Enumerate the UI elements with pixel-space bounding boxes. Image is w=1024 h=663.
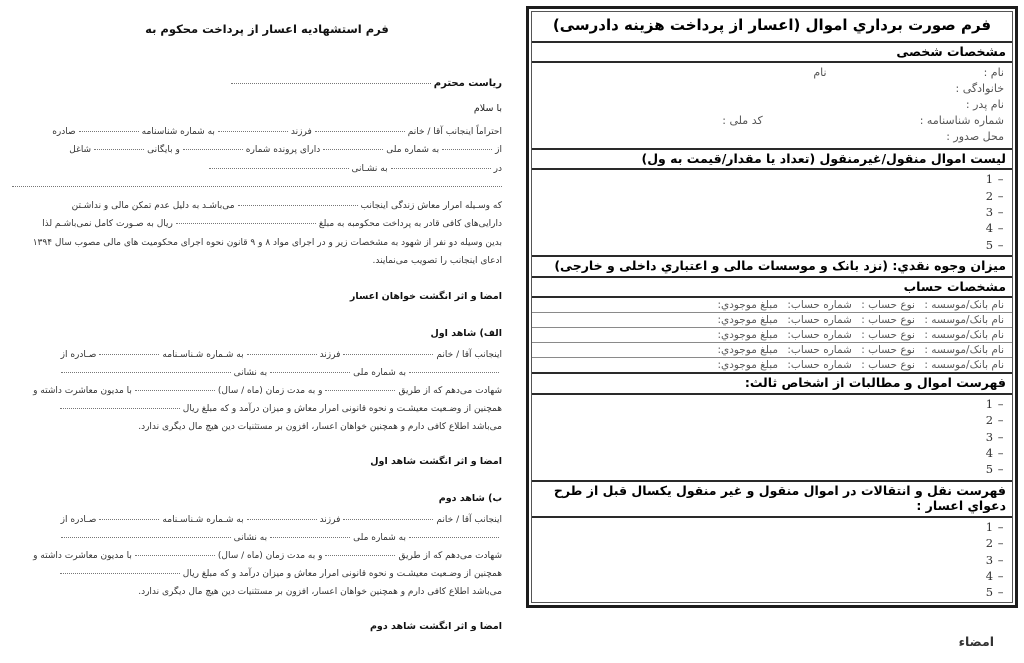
field-id-row (540, 113, 1004, 129)
blank-address-cont[interactable] (12, 186, 502, 187)
list-item[interactable]: 3 – (985, 552, 1004, 567)
claimant-signature-label: امضا و اثر انگشت خواهان اعسار (349, 290, 502, 302)
w1-blank-address[interactable] (61, 372, 231, 373)
page-title: فرم استشهادیه اعسار از پرداخت محکوم به (145, 22, 389, 36)
w1-blank-issue-place[interactable] (409, 372, 499, 373)
w1-line-2: به شماره ملیبه نشانی (58, 368, 502, 378)
list-item[interactable]: 5 – (985, 462, 1004, 477)
w1-line-1: اینجانب آقا / خانمفرزندبه شـماره شـناسـنامهصـادره از (60, 349, 502, 360)
section-personal-details: مشخصات شخصی (532, 43, 1012, 64)
field-national-code-label: کد ملی : (722, 113, 763, 127)
account-bank-name-label: نام بانک/موسسه : (924, 359, 1004, 372)
w2-blank-name[interactable] (343, 519, 433, 520)
blank-case-number[interactable] (183, 149, 243, 150)
field-name-row (540, 65, 1004, 81)
account-balance-label: مبلغ موجودي: (717, 299, 779, 312)
body-line-6: بدین وسیله دو نفر از شهود به مشخصات زیر و در اجرای مواد ۸ و ۹ قانون نحوه اجرای محکومیت های مالی مصوب سال ۱۳۹۴ (32, 237, 502, 248)
list-item[interactable]: 2 – (985, 188, 1004, 203)
form-inner-box (531, 11, 1013, 603)
list-item[interactable]: 2 – (985, 536, 1004, 551)
w1-blank-national-code[interactable] (270, 372, 350, 373)
blank-id-number[interactable] (79, 131, 139, 132)
witness-two-heading: ب) شاهد دوم (438, 492, 502, 504)
w1-line-4: همچنین از وضـعیت معیشـت و نحوه قانونی امرار معاش و میزان درآمد و که مبلغ ریال (57, 404, 502, 414)
w2-blank-father[interactable] (247, 519, 317, 520)
w2-blank-address[interactable] (61, 537, 231, 538)
w2-blank-duration[interactable] (135, 555, 215, 556)
asset-declaration-form (516, 0, 1024, 663)
greeting-text: با سلام (473, 103, 502, 114)
list-item[interactable]: 3 – (985, 205, 1004, 220)
section-third-party-claims: فهرست اموال و مطالبات از اشخاص ثالث: (532, 374, 1012, 395)
field-father-label: نام پدر : (965, 98, 1004, 111)
account-number-label: شماره حساب: (787, 299, 852, 312)
list-item[interactable]: 4 – (985, 568, 1004, 583)
field-issue-place-label: محل صدور : (946, 129, 1004, 143)
w2-line-1: اینجانب آقا / خانمفرزندبه شـماره شـناسـنامهصـادره از (60, 514, 502, 525)
account-balance-label: مبلغ موجودي: (717, 314, 779, 327)
blank-fullname[interactable] (315, 131, 405, 132)
form-title: فرم صورت برداري اموال (اعسار از پرداخت هزینه دادرسی) (532, 12, 1012, 43)
blank-address[interactable] (209, 168, 349, 169)
body-line-3: دربه نشـانی (206, 164, 502, 174)
account-bank-name-label: نام بانک/موسسه : (924, 329, 1004, 342)
third-party-list-rows (532, 395, 1012, 482)
account-balance-label: مبلغ موجودي: (717, 359, 779, 372)
account-rows-block (532, 298, 1012, 374)
form-outer-box (526, 6, 1018, 608)
w2-line-3: شهادت می‌دهم که از طریقو به مدت زمان (ماه / سال)با مدیون معاشرت داشته و (33, 550, 502, 561)
blank-issue-place[interactable] (442, 149, 492, 150)
account-type-label: نوع حساب : (861, 359, 915, 372)
body-line-4: که وسـیله امرار معاش زندگی اینجانبمی‌باشـد به دلیل عدم تمکن مالی و نداشـتن (71, 200, 502, 211)
account-number-label: شماره حساب: (787, 344, 852, 357)
w2-blank-id[interactable] (99, 519, 159, 520)
field-name-hint: نام (813, 66, 827, 80)
witness-one-heading: الف) شاهد اول (430, 327, 502, 339)
transfers-list-rows (532, 518, 1012, 603)
account-bank-name-label: نام بانک/موسسه : (924, 314, 1004, 327)
list-item[interactable]: 1 – (985, 519, 1004, 534)
section-cash-amount: میزان وجوه نقدي: (نزد بانک و موسسات مالی و اعتباري داخلی و خارجی) (532, 257, 1012, 278)
field-family-label: خانوادگی : (955, 82, 1004, 96)
body-line-5: دارایی‌های کافی قادر به پرداخت محکومبه به مبلغریال به صـورت کامل نمی‌باشـم لذا (42, 219, 502, 230)
table-row[interactable] (532, 313, 1012, 328)
w1-blank-name[interactable] (343, 354, 433, 355)
witness-one-signature-label: امضا و اثر انگشت شاهد اول (370, 455, 502, 467)
personal-fields-block (532, 63, 1012, 150)
w2-blank-income[interactable] (60, 573, 180, 574)
blank-archive[interactable] (94, 149, 144, 150)
table-row[interactable] (532, 328, 1012, 343)
account-number-label: شماره حساب: (787, 314, 852, 327)
body-line-2: ازبه شماره ملیدارای پرونده شمارهو بایگانیشاغل (69, 145, 502, 156)
w1-blank-method[interactable] (325, 390, 395, 391)
blank-judgment-amount[interactable] (176, 223, 316, 224)
list-item[interactable]: 1 – (985, 172, 1004, 187)
affidavit-body (12, 123, 502, 271)
blank-national-code[interactable] (323, 149, 383, 150)
w1-blank-father[interactable] (247, 354, 317, 355)
account-type-label: نوع حساب : (861, 329, 915, 342)
list-item[interactable]: 4 – (985, 221, 1004, 236)
addressee-blank[interactable] (231, 83, 431, 84)
body-line-1: احتراماً اینجانب آقا / خانمفرزندبه شماره شناسنامهصادره (52, 127, 502, 137)
witness-two-statement (12, 511, 502, 601)
table-row[interactable] (532, 298, 1012, 313)
account-type-label: نوع حساب : (861, 344, 915, 357)
list-item[interactable]: 2 – (985, 413, 1004, 428)
table-row[interactable] (532, 358, 1012, 372)
w2-blank-method[interactable] (325, 555, 395, 556)
assets-list-rows (532, 170, 1012, 257)
blank-job[interactable] (391, 168, 491, 169)
w2-blank-national-code[interactable] (270, 537, 350, 538)
account-type-label: نوع حساب : (861, 299, 915, 312)
w2-line-4: همچنین از وضـعیت معیشـت و نحوه قانونی امرار معاش و میزان درآمد و که مبلغ ریال (57, 569, 502, 579)
addressee-label: ریاست محترم (433, 78, 502, 89)
w2-blank-issue-place[interactable] (409, 537, 499, 538)
list-item[interactable]: 1 – (985, 396, 1004, 411)
account-balance-label: مبلغ موجودي: (717, 344, 779, 357)
account-number-label: شماره حساب: (787, 359, 852, 372)
account-number-label: شماره حساب: (787, 329, 852, 342)
account-balance-label: مبلغ موجودي: (717, 329, 779, 342)
witness-one-statement (12, 346, 502, 436)
witness-two-signature-label: امضا و اثر انگشت شاهد دوم (369, 620, 502, 632)
account-bank-name-label: نام بانک/موسسه : (924, 299, 1004, 312)
table-row[interactable] (532, 343, 1012, 358)
form-signature-label: امضاء (958, 634, 994, 650)
w1-line-5: می‌باشد اطلاع کافی دارم و همچنین خواهان اعسار، افزون بر مستثنیات دین هیچ مال دیگری ندارد. (138, 421, 502, 432)
w1-blank-id[interactable] (99, 354, 159, 355)
list-item[interactable]: 4 – (985, 445, 1004, 460)
account-bank-name-label: نام بانک/موسسه : (924, 344, 1004, 357)
section-transfers: فهرست نقل و انتقالات در اموال منقول و غیر منقول یکسال قبل از طرح دعواي اعسار : (532, 482, 1012, 518)
body-line-7: ادعای اینجانب را تصویب می‌نمایند. (372, 256, 502, 267)
blank-livelihood[interactable] (238, 205, 358, 206)
addressee-row (12, 78, 502, 89)
w2-line-2: به شماره ملیبه نشانی (58, 533, 502, 543)
list-item[interactable]: 5 – (985, 237, 1004, 252)
field-name-label: نام : (983, 66, 1004, 80)
section-assets-list: لیست اموال منقول/غیرمنقول (تعداد یا مقدار/قیمت به ول) (532, 150, 1012, 171)
w1-blank-duration[interactable] (135, 390, 215, 391)
field-id-number-label: شماره شناسنامه : (919, 113, 1004, 127)
section-account-details: مشخصات حساب (532, 278, 1012, 299)
w2-line-5: می‌باشد اطلاع کافی دارم و همچنین خواهان اعسار، افزون بر مستثنیات دین هیچ مال دیگری ندارد. (138, 586, 502, 597)
blank-father[interactable] (218, 131, 288, 132)
list-item[interactable]: 5 – (985, 585, 1004, 600)
list-item[interactable]: 3 – (985, 429, 1004, 444)
w1-blank-income[interactable] (60, 408, 180, 409)
w1-line-3: شهادت می‌دهم که از طریقو به مدت زمان (ماه / سال)با مدیون معاشرت داشته و (33, 385, 502, 396)
account-type-label: نوع حساب : (861, 314, 915, 327)
